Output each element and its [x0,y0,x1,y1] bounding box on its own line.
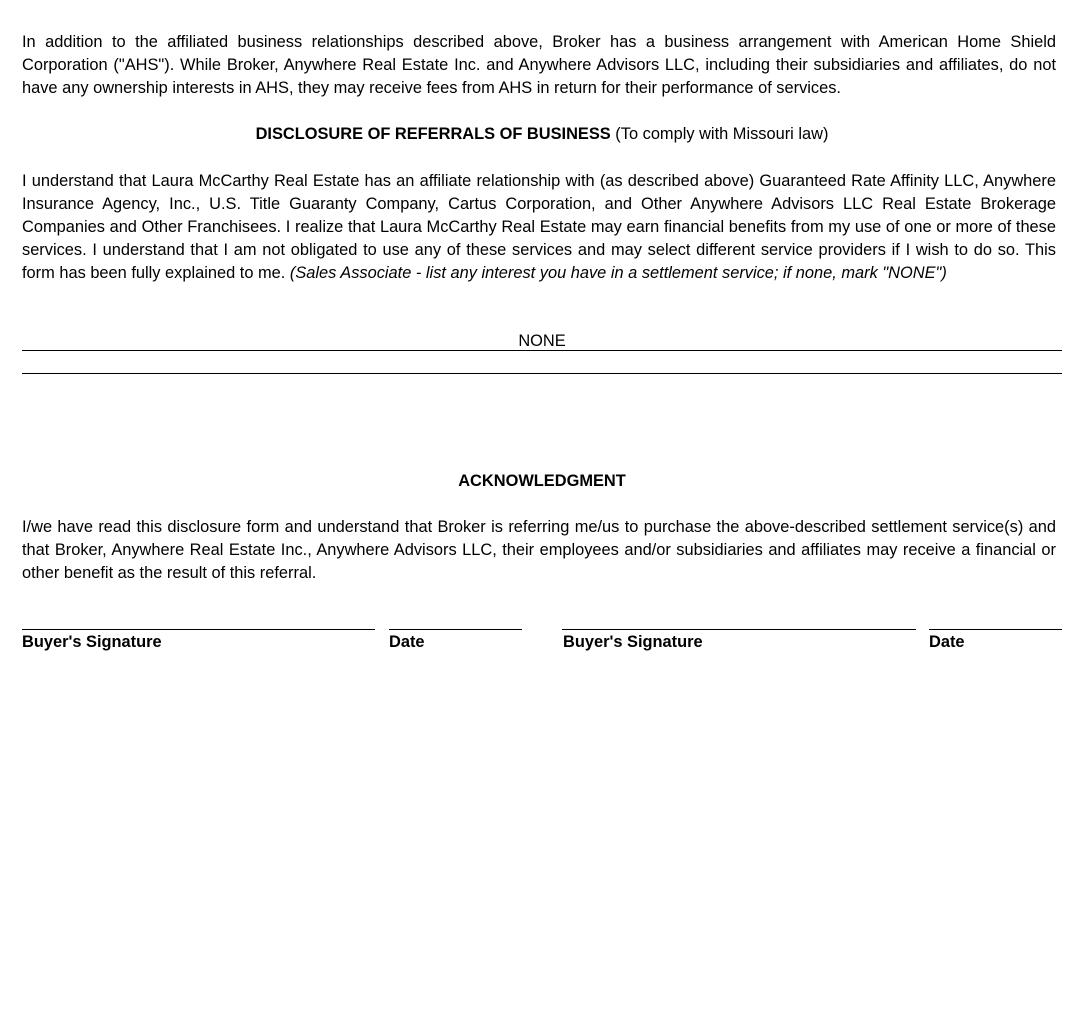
buyer2-date-label: Date [929,633,965,651]
settlement-interest-line-1 [22,350,1062,351]
buyer1-signature-label: Buyer's Signature [22,633,162,651]
referrals-heading-title: DISCLOSURE OF REFERRALS OF BUSINESS [255,125,611,143]
buyer1-date-label: Date [389,633,425,651]
buyer1-signature-line[interactable] [22,629,375,630]
buyer2-date-line[interactable] [929,629,1062,630]
buyer2-signature-line[interactable] [562,629,916,630]
referrals-body [22,170,1056,285]
referrals-heading [22,123,1062,146]
settlement-interest-value[interactable]: NONE [518,332,566,350]
settlement-interest-line-2 [22,373,1062,374]
referrals-heading-note: (To comply with Missouri law) [615,125,829,143]
acknowledgment-heading: ACKNOWLEDGMENT [458,472,626,490]
buyer1-date-line[interactable] [389,629,522,630]
referrals-body-text: I understand that Laura McCarthy Real Estate has an affiliate relationship with (as described above) Guaranteed Rate Affinity LLC, Anywhere Insurance Agency, Inc., U.S. Title Guaranty Company, Cartus Corporation, and Other Anywhere Advisors LLC Real Estate Brokerage Companies and Other Franchisees. I realize that Laura McCarthy Real Estate may earn financial benefits from my use of one or more of these services. I understand that I am not obligated to use any of these services and may select different service providers if I wish to do so. This form has been fully explained to me. [22,172,1056,282]
ahs-paragraph: In addition to the affiliated business relationships described above, Broker has a business arrangement with American Home Shield Corporation ("AHS"). While Broker, Anywhere Real Estate Inc. and Anywhere Advisors LLC, including their subsidiaries and affiliates, do not have any ownership interests in AHS, they may receive fees from AHS in return for their performance of services. [22,33,1056,97]
acknowledgment-body: I/we have read this disclosure form and understand that Broker is referring me/us to purchase the above-described settlement service(s) and that Broker, Anywhere Real Estate Inc., Anywhere Advisors LLC, their employees and/or subsidiaries and affiliates may receive a financial or other benefit as the result of this referral. [22,518,1056,582]
sales-associate-instruction: (Sales Associate - list any interest you have in a settlement service; if none, mark "NONE") [289,264,947,282]
buyer2-signature-label: Buyer's Signature [563,633,703,651]
